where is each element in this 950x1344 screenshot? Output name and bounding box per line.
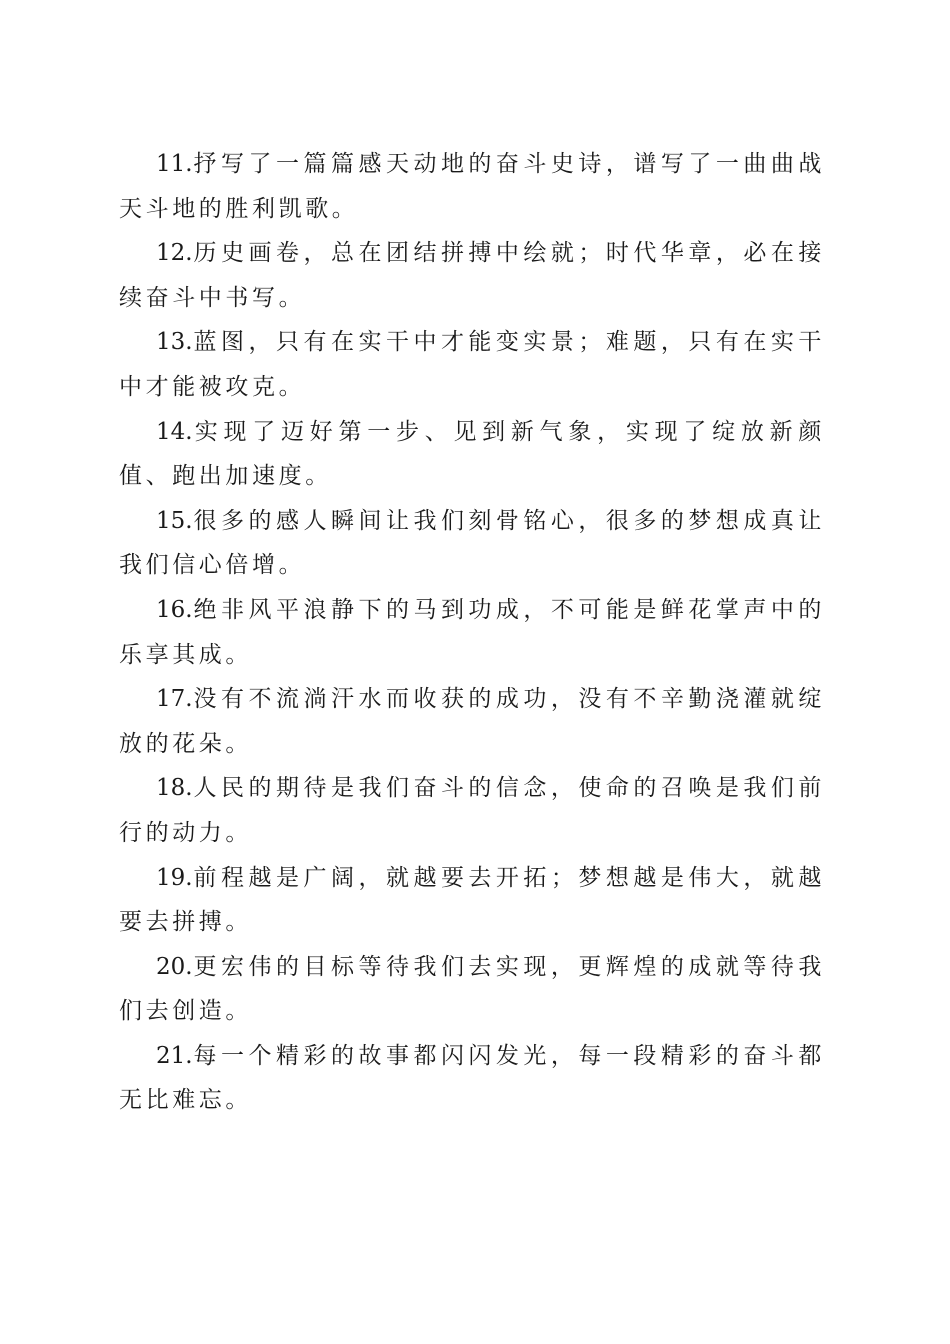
item-text: 抒写了一篇篇感天动地的奋斗史诗，谱写了一曲曲战天斗地的胜利凯歌。 bbox=[119, 151, 825, 222]
list-item bbox=[119, 410, 825, 499]
list-item bbox=[119, 499, 825, 588]
list-item bbox=[119, 231, 825, 320]
item-text: 前程越是广阔，就越要去开拓；梦想越是伟大，就越要去拼搏。 bbox=[119, 864, 825, 936]
item-number: 15. bbox=[156, 507, 193, 534]
item-text: 没有不流淌汗水而收获的成功，没有不辛勤浇灌就绽放的花朵。 bbox=[119, 686, 825, 757]
list-item bbox=[119, 588, 825, 677]
list-item bbox=[119, 1034, 825, 1123]
item-number: 12. bbox=[156, 240, 193, 267]
item-number: 20. bbox=[156, 953, 193, 980]
list-item bbox=[119, 856, 825, 945]
item-text: 绝非风平浪静下的马到功成，不可能是鲜花掌声中的乐享其成。 bbox=[119, 596, 825, 668]
list-item bbox=[119, 766, 825, 855]
item-number: 17. bbox=[156, 686, 193, 713]
item-text: 蓝图，只有在实干中才能变实景；难题，只有在实干中才能被攻克。 bbox=[119, 329, 825, 400]
item-text: 实现了迈好第一步、见到新气象，实现了绽放新颜值、跑出加速度。 bbox=[119, 418, 825, 490]
list-item bbox=[119, 677, 825, 766]
item-number: 21. bbox=[156, 1042, 193, 1069]
document-body bbox=[119, 142, 825, 1123]
item-text: 每一个精彩的故事都闪闪发光，每一段精彩的奋斗都无比难忘。 bbox=[119, 1042, 825, 1114]
item-number: 14. bbox=[156, 418, 193, 445]
list-item bbox=[119, 142, 825, 231]
item-number: 16. bbox=[156, 596, 193, 623]
item-text: 人民的期待是我们奋斗的信念，使命的召唤是我们前行的动力。 bbox=[119, 775, 825, 846]
list-item bbox=[119, 945, 825, 1034]
item-number: 19. bbox=[156, 864, 193, 891]
item-number: 13. bbox=[156, 329, 193, 356]
item-number: 18. bbox=[156, 775, 193, 802]
item-text: 更宏伟的目标等待我们去实现，更辉煌的成就等待我们去创造。 bbox=[119, 953, 825, 1025]
item-number: 11. bbox=[156, 151, 193, 177]
item-text: 历史画卷，总在团结拼搏中绘就；时代华章，必在接续奋斗中书写。 bbox=[119, 240, 825, 311]
item-text: 很多的感人瞬间让我们刻骨铭心，很多的梦想成真让我们信心倍增。 bbox=[119, 507, 825, 579]
list-item bbox=[119, 320, 825, 409]
